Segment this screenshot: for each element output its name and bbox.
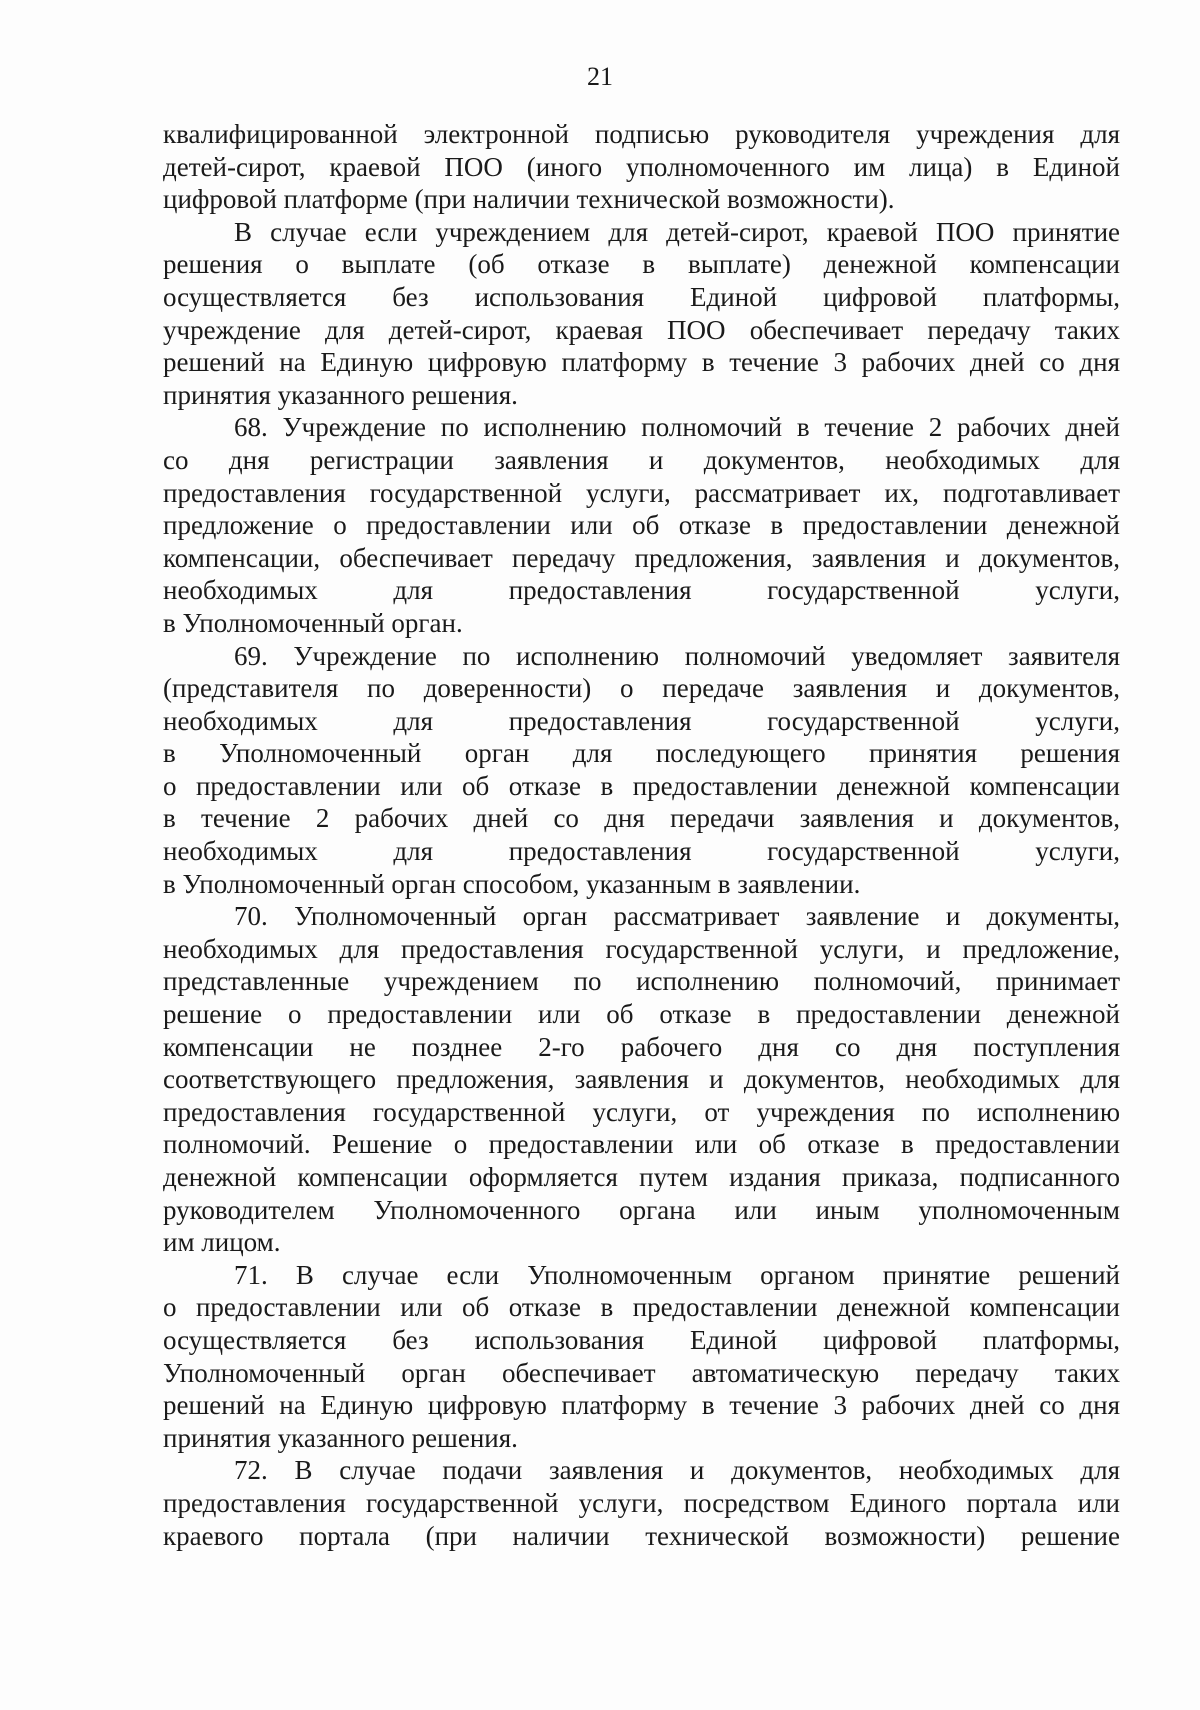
text-line: цифровой платформе (при наличии технической возможности). — [163, 184, 895, 215]
paragraph-first-line: 70. Уполномоченный орган рассматривает заявление и документы, — [234, 901, 1120, 932]
text-line: руководителем Уполномоченного органа или иным уполномоченным — [163, 1194, 1120, 1225]
text-line: решений на Единую цифровую платформу в течение 3 рабочих дней со дня — [163, 347, 1120, 378]
paragraph-first-line: В случае если учреждением для детей-сирот, краевой ПОО принятие — [234, 216, 1120, 247]
text-line: денежной компенсации оформляется путем издания приказа, подписанного — [163, 1162, 1120, 1192]
text-line: соответствующего предложения, заявления и документов, необходимых для — [163, 1064, 1120, 1095]
text-line: принятия указанного решения. — [163, 379, 518, 410]
text-line: компенсации, обеспечивает передачу предложения, заявления и документов, — [163, 542, 1120, 573]
text-line: необходимых для предоставления государственной услуги, — [163, 575, 1120, 606]
text-line: в Уполномоченный орган способом, указанным в заявлении. — [163, 868, 861, 899]
text-line: в течение 2 рабочих дней со дня передачи заявления и документов, — [163, 803, 1120, 834]
text-line: необходимых для предоставления государственной услуги, — [163, 836, 1120, 867]
text-line: о предоставлении или об отказе в предоставлении денежной компенсации — [163, 1292, 1120, 1323]
paragraph-first-line: 68. Учреждение по исполнению полномочий в течение 2 рабочих дней — [234, 412, 1120, 443]
text-line: (представителя по доверенности) о передаче заявления и документов, — [163, 673, 1120, 704]
text-line: осуществляется без использования Единой цифровой платформы, — [163, 281, 1120, 312]
text-line: принятия указанного решения. — [163, 1422, 518, 1453]
paragraph-first-line: 72. В случае подачи заявления и документов, необходимых для — [234, 1455, 1120, 1486]
text-line: представленные учреждением по исполнению полномочий, принимает — [163, 966, 1120, 997]
text-line: необходимых для предоставления государственной услуги, — [163, 705, 1120, 736]
text-line: решения о выплате (об отказе в выплате) денежной компенсации — [163, 249, 1120, 280]
text-line: решений на Единую цифровую платформу в течение 3 рабочих дней со дня — [163, 1390, 1120, 1421]
paragraph-first-line: 69. Учреждение по исполнению полномочий уведомляет заявителя — [234, 640, 1120, 671]
text-line: предоставления государственной услуги, посредством Единого портала или — [163, 1487, 1120, 1518]
text-line: предоставления государственной услуги, рассматривает их, подготавливает — [163, 477, 1120, 508]
text-line: предоставления государственной услуги, от учреждения по исполнению — [163, 1096, 1120, 1127]
text-line: Уполномоченный орган обеспечивает автоматическую передачу таких — [163, 1357, 1120, 1388]
text-line: квалифицированной электронной подписью руководителя учреждения для — [163, 119, 1120, 149]
text-line: со дня регистрации заявления и документов, необходимых для — [163, 444, 1120, 475]
text-line: предложение о предоставлении или об отказе в предоставлении денежной — [163, 510, 1120, 541]
text-line: осуществляется без использования Единой цифровой платформы, — [163, 1324, 1120, 1355]
text-line: решение о предоставлении или об отказе в предоставлении денежной — [163, 999, 1120, 1030]
text-line: в Уполномоченный орган. — [163, 607, 463, 638]
document-body — [163, 118, 1120, 1552]
text-line: краевого портала (при наличии технической возможности) решение — [163, 1520, 1120, 1551]
text-line: о предоставлении или об отказе в предоставлении денежной компенсации — [163, 770, 1120, 801]
text-line: необходимых для предоставления государственной услуги, и предложение, — [163, 933, 1120, 964]
text-line: полномочий. Решение о предоставлении или об отказе в предоставлении — [163, 1129, 1120, 1160]
text-line: им лицом. — [163, 1227, 281, 1258]
text-line: учреждение для детей-сирот, краевая ПОО обеспечивает передачу таких — [163, 314, 1120, 345]
text-line: в Уполномоченный орган для последующего принятия решения — [163, 738, 1120, 769]
paragraph-first-line: 71. В случае если Уполномоченным органом принятие решений — [234, 1259, 1120, 1290]
text-line: детей-сирот, краевой ПОО (иного уполномоченного им лица) в Единой — [163, 151, 1120, 182]
text-line: компенсации не позднее 2-го рабочего дня со дня поступления — [163, 1031, 1120, 1062]
page-number: 21 — [587, 62, 613, 91]
